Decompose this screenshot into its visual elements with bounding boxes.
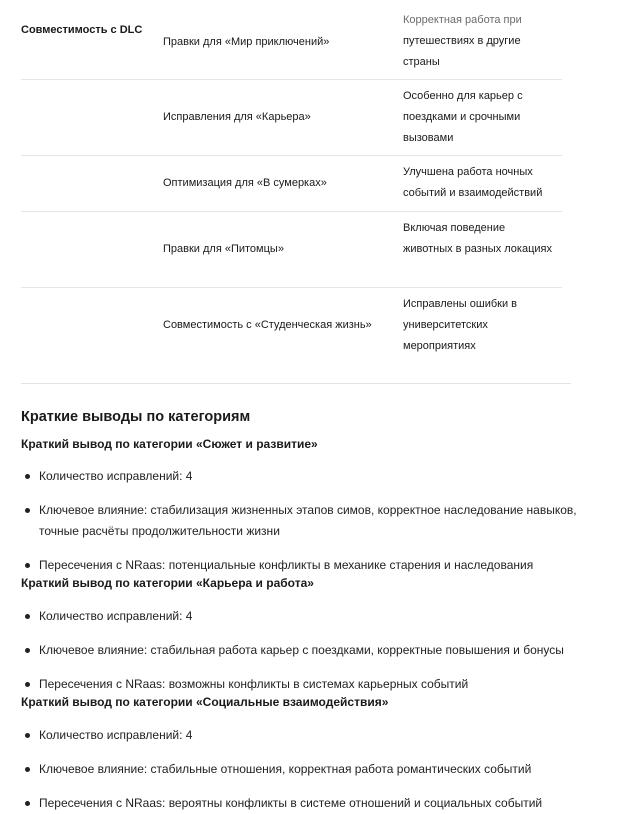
note-cell — [403, 10, 553, 73]
note-lead: Корректная работа при — [403, 14, 522, 26]
section-heading: Краткий вывод по категории «Сюжет и развитие» — [21, 437, 318, 451]
table-row — [21, 288, 562, 363]
note-cell: Особенно для карьер с поездками и срочными вызовами — [403, 90, 523, 144]
list-item: Пересечения с NRaas: потенциальные конфликты в механике старения и наследования — [21, 555, 581, 576]
section-heading: Краткий вывод по категории «Карьера и работа» — [21, 576, 314, 590]
fix-cell: Правки для «Мир приключений» — [163, 36, 330, 48]
note-rest: путешествиях в другие страны — [403, 35, 521, 68]
note-cell: Исправлены ошибки в университетских мероприятиях — [403, 298, 518, 352]
table-row — [21, 80, 562, 156]
section-list — [21, 606, 581, 695]
list-item: Пересечения с NRaas: вероятны конфликты в системе отношений и социальных событий — [21, 793, 581, 814]
list-item: Количество исправлений: 4 — [21, 725, 581, 746]
list-item: Количество исправлений: 4 — [21, 606, 581, 627]
fix-cell: Правки для «Питомцы» — [163, 243, 284, 255]
list-item: Ключевое влияние: стабильная работа карьер с поездками, корректные повышения и бонусы — [21, 640, 581, 661]
list-item: Пересечения с NRaas: возможны конфликты в системах карьерных событий — [21, 674, 581, 695]
summary-title: Краткие выводы по категориям — [21, 409, 251, 425]
section-heading: Краткий вывод по категории «Социальные взаимодействия» — [21, 695, 389, 709]
section-list — [21, 725, 581, 814]
fix-cell: Оптимизация для «В сумерках» — [163, 177, 327, 189]
divider — [21, 383, 571, 384]
list-item: Ключевое влияние: стабильные отношения, корректная работа романтических событий — [21, 759, 581, 780]
list-item: Ключевое влияние: стабилизация жизненных этапов симов, корректное наследование навыков, точные расчёты продолжительности жизни — [21, 500, 581, 541]
note-cell: Улучшена работа ночных событий и взаимодействий — [403, 166, 543, 199]
table-row — [21, 0, 562, 80]
section-list — [21, 466, 581, 575]
fix-cell: Совместимость с «Студенческая жизнь» — [163, 319, 372, 331]
fix-cell: Исправления для «Карьера» — [163, 111, 311, 123]
category-cell: Совместимость с DLC — [21, 24, 143, 36]
table-row — [21, 212, 562, 288]
dlc-compat-table — [21, 0, 562, 363]
table-row — [21, 156, 562, 212]
list-item: Количество исправлений: 4 — [21, 466, 581, 487]
note-cell: Включая поведение животных в разных локациях — [403, 222, 552, 255]
